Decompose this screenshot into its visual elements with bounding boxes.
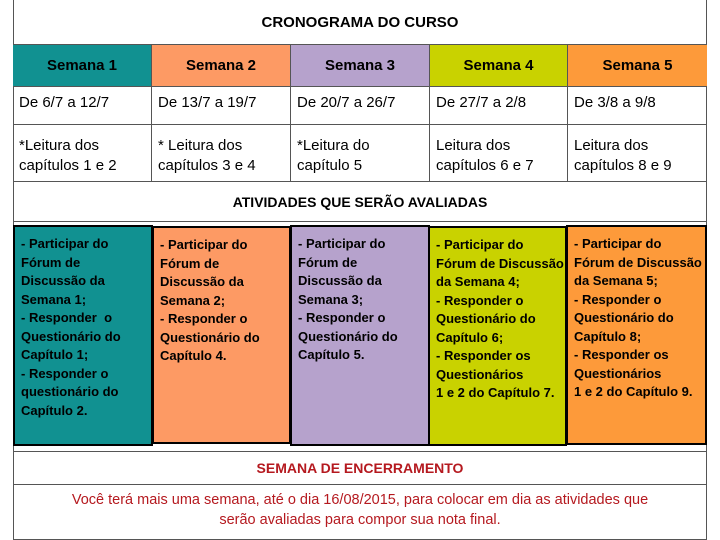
- week-name: Semana 3: [324, 57, 396, 74]
- closing-week-heading: SEMANA DE ENCERRAMENTO: [13, 451, 707, 485]
- week-reading: [152, 125, 291, 181]
- activity-line: questionário do: [21, 384, 119, 399]
- activity-line: 1 e 2 do Capítulo 9.: [574, 384, 693, 399]
- week-dates: De 20/7 a 26/7: [291, 87, 430, 124]
- activity-line: Fórum de: [298, 254, 358, 270]
- activity-line: Questionários: [574, 365, 662, 381]
- reading-row: [13, 125, 707, 182]
- week-header-2: [152, 45, 291, 86]
- week-reading: [430, 125, 568, 181]
- reading-line: capítulos 6 e 7: [436, 157, 534, 174]
- activity-line: - Responder os: [574, 347, 669, 362]
- activity-line: Questionário do: [298, 328, 398, 344]
- activity-line: - Responder o: [21, 310, 113, 325]
- activities-heading: ATIVIDADES QUE SERÃO AVALIADAS: [13, 182, 707, 222]
- activity-line: Fórum de: [160, 255, 220, 271]
- week-header-row: [13, 45, 707, 87]
- activity-line: Questionário do: [21, 328, 121, 344]
- activity-line: Discussão da: [298, 273, 382, 288]
- reading-line: capítulos 1 e 2: [19, 157, 117, 174]
- activities-week-5: [566, 225, 707, 445]
- week-dates: De 27/7 a 2/8: [430, 87, 568, 124]
- activity-line: Capítulo 8;: [574, 328, 642, 344]
- activity-line: Fórum de Discussão: [436, 255, 564, 271]
- activity-line: - Responder o: [21, 365, 109, 381]
- page-title: CRONOGRAMA DO CURSO: [13, 0, 707, 45]
- reading-line: *Leitura do: [297, 137, 370, 154]
- dates-row: [13, 87, 707, 125]
- activity-line: Questionário do: [160, 329, 260, 345]
- activity-line: - Participar do: [160, 237, 248, 252]
- activity-line: - Participar do: [21, 236, 109, 251]
- week-name: Semana 1: [46, 57, 118, 74]
- activity-line: Capítulo 1;: [21, 347, 89, 362]
- activity-line: Semana 3;: [298, 291, 364, 307]
- activity-line: Semana 1;: [21, 291, 87, 307]
- activity-line: Capítulo 5.: [298, 347, 365, 362]
- activities-week-1: [13, 225, 153, 446]
- activity-line: Questionários: [436, 366, 524, 382]
- activity-line: - Participar do: [298, 236, 386, 251]
- activity-line: Fórum de: [21, 254, 81, 270]
- closing-note-line: Você terá mais uma semana, até o dia 16/08/2015, para colocar em dia as atividades que: [71, 492, 649, 508]
- activities-week-4: [428, 226, 567, 446]
- activity-line: - Responder o: [298, 310, 386, 325]
- activity-line: Semana 2;: [160, 292, 226, 308]
- activities-week-3: [290, 225, 430, 446]
- activity-line: - Participar do: [436, 237, 524, 252]
- activity-line: - Responder o: [160, 311, 248, 326]
- activity-line: - Responder os: [436, 348, 531, 363]
- activity-line: Questionário do: [574, 310, 674, 325]
- reading-line: Leitura dos: [574, 137, 649, 154]
- activity-line: - Participar do: [574, 236, 662, 251]
- week-dates: De 13/7 a 19/7: [152, 87, 291, 124]
- activity-line: Capítulo 2.: [21, 402, 88, 418]
- week-dates: De 3/8 a 9/8: [574, 94, 656, 111]
- activity-line: Capítulo 4.: [160, 348, 227, 363]
- week-reading: [13, 125, 152, 181]
- closing-note-line: serão avaliadas para compor sua nota final.: [219, 512, 501, 528]
- week-dates: De 6/7 a 12/7: [13, 87, 152, 124]
- week-name: Semana 4: [463, 57, 534, 74]
- activity-line: - Responder o: [574, 291, 662, 307]
- activity-line: Fórum de Discussão: [574, 254, 702, 270]
- activity-line: da Semana 4;: [436, 274, 520, 289]
- activity-line: Discussão da: [21, 273, 105, 288]
- week-reading: [568, 125, 707, 181]
- activity-line: 1 e 2 do Capítulo 7.: [436, 385, 555, 400]
- week-header-1: [13, 45, 152, 86]
- activity-line: Questionário do: [436, 311, 536, 326]
- activity-line: - Responder o: [436, 292, 524, 308]
- reading-line: Leitura dos: [436, 137, 511, 154]
- reading-line: * Leitura dos: [158, 137, 243, 154]
- reading-line: capítulos 8 e 9: [574, 157, 672, 174]
- activities-week-2: [152, 226, 291, 444]
- week-header-3: [291, 45, 430, 86]
- reading-line: *Leitura dos: [19, 137, 100, 154]
- closing-note: [13, 485, 707, 540]
- week-reading: [291, 125, 430, 181]
- activity-line: Capítulo 6;: [436, 329, 504, 345]
- reading-line: capítulo 5: [297, 157, 363, 174]
- week-header-4: [430, 45, 568, 86]
- activity-line: Discussão da: [160, 274, 244, 289]
- week-name: Semana 5: [602, 57, 673, 74]
- week-header-5: [568, 45, 707, 86]
- reading-line: capítulos 3 e 4: [158, 157, 256, 174]
- week-name: Semana 2: [185, 57, 257, 74]
- activity-line: da Semana 5;: [574, 273, 658, 288]
